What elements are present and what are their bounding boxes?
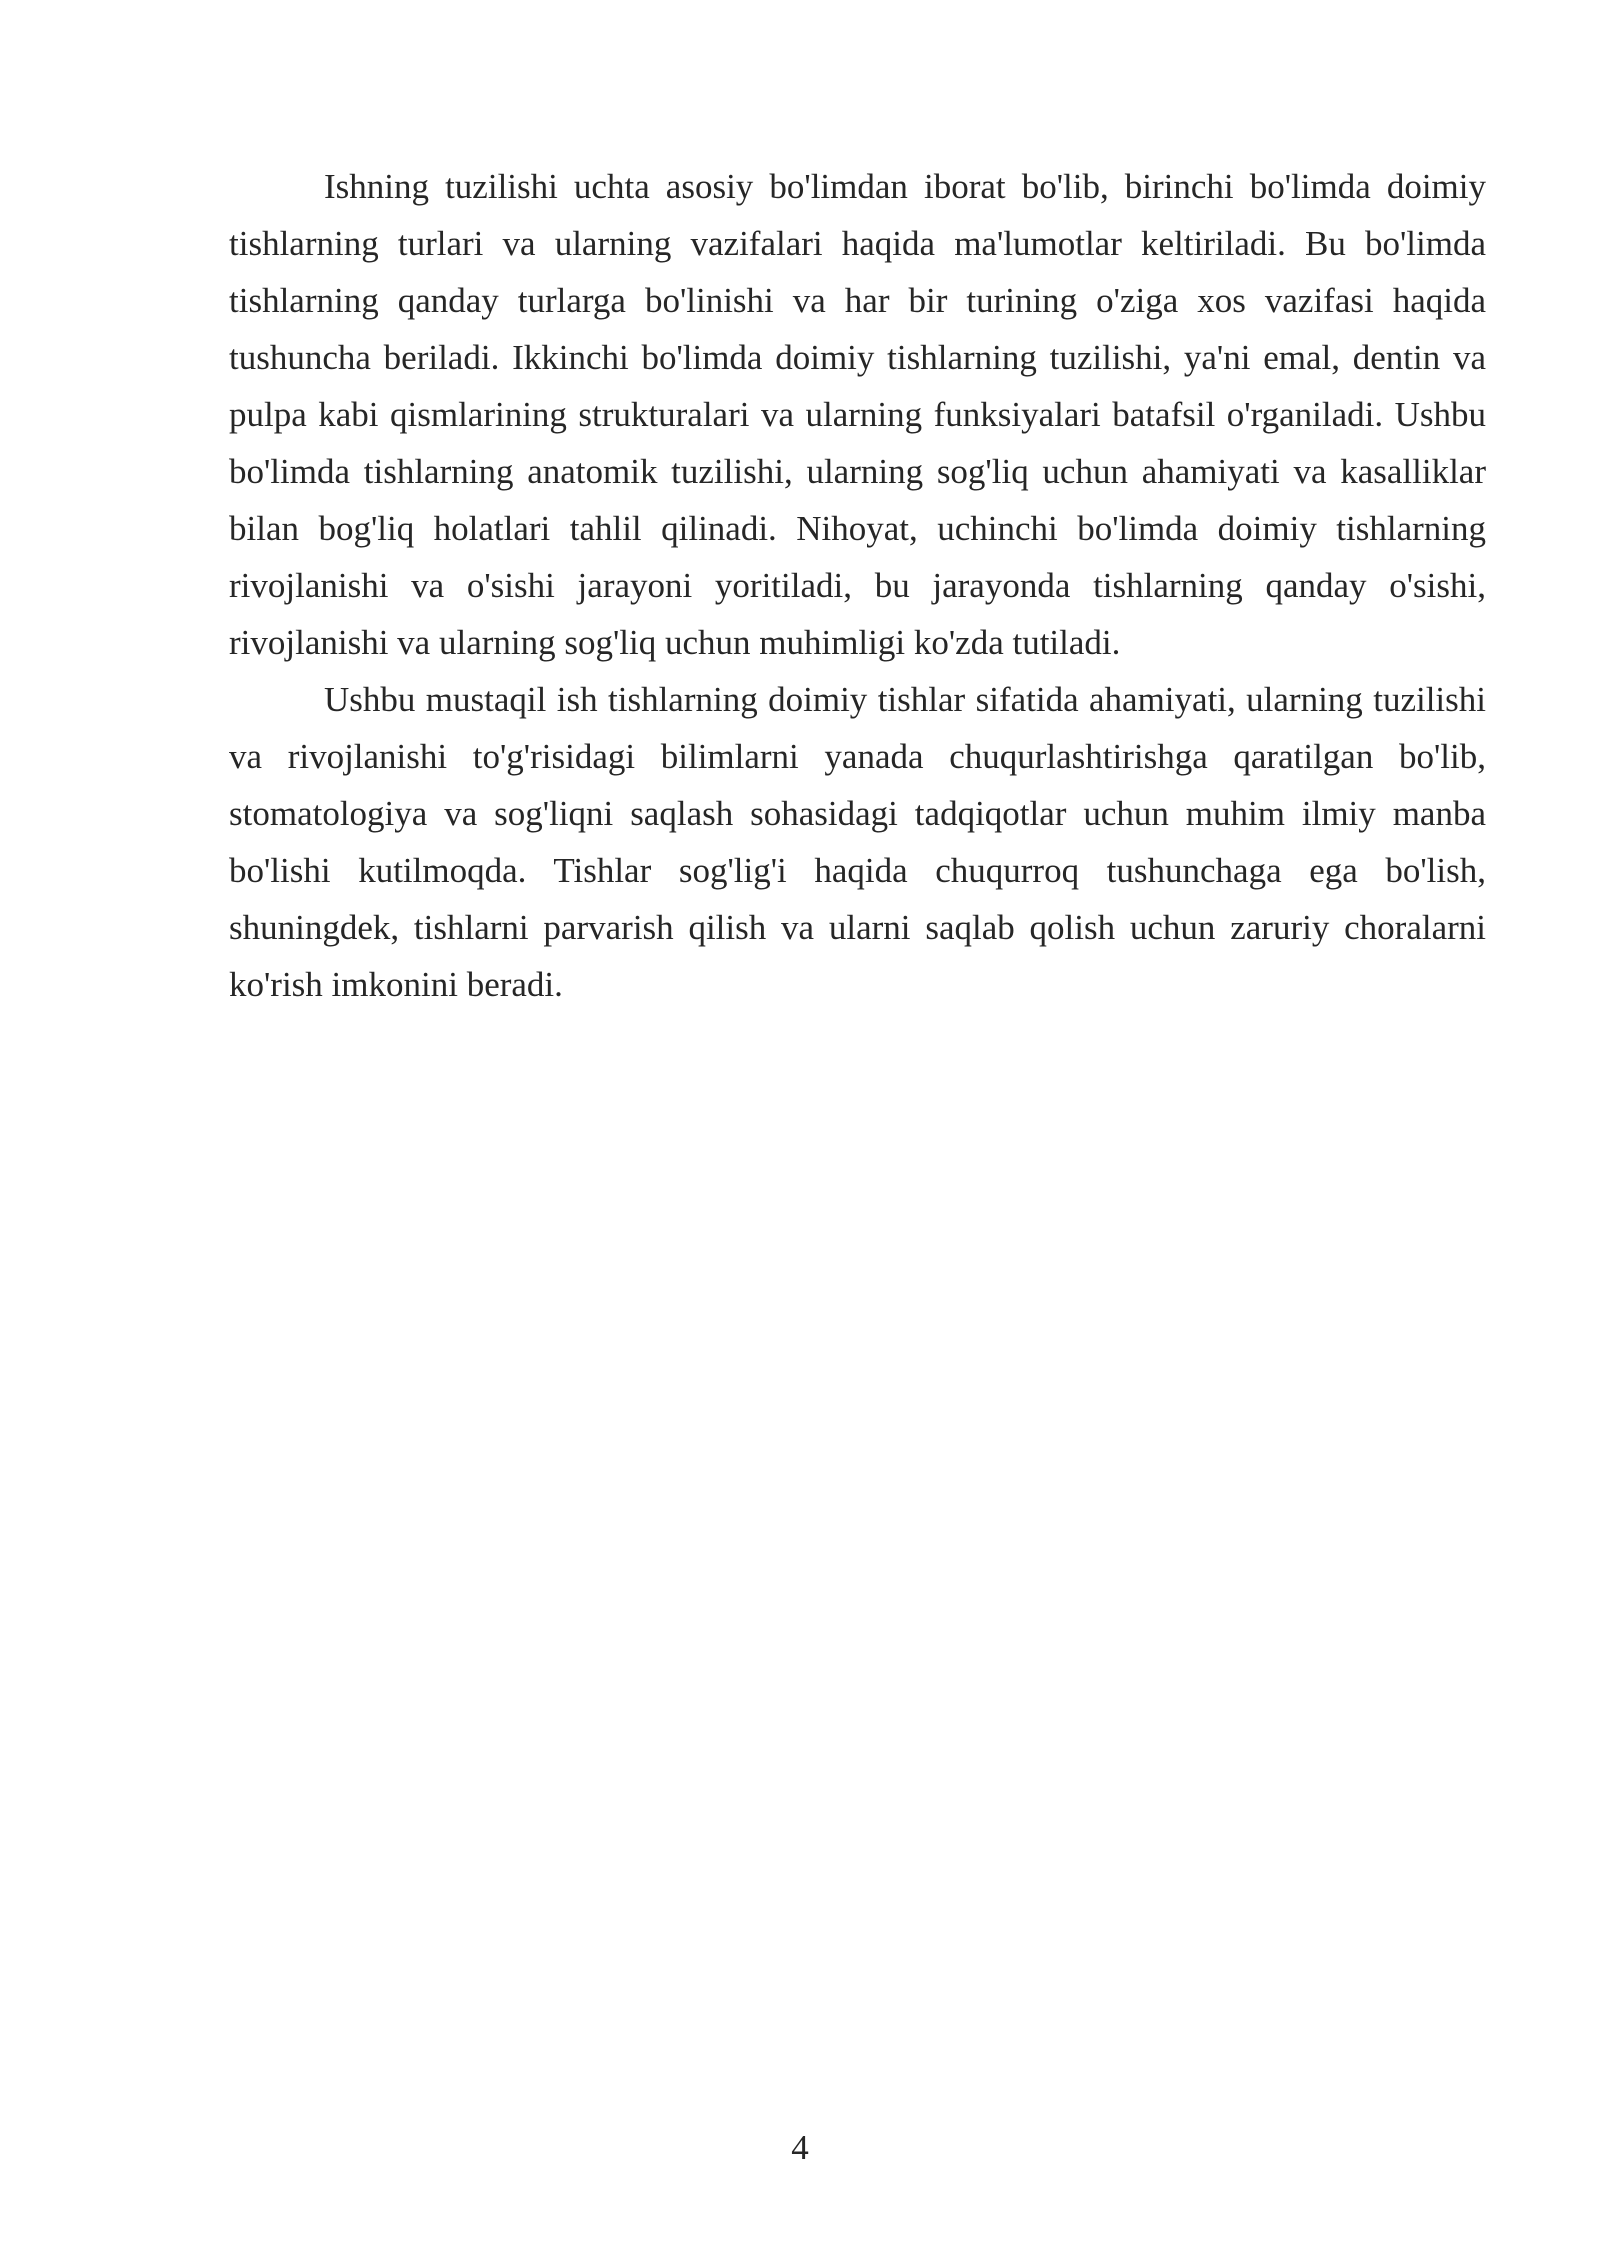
- document-body: [229, 158, 1486, 1013]
- paragraph-2: Ushbu mustaqil ish tishlarning doimiy tishlar sifatida ahamiyati, ularning tuzilishi va rivojlanishi to'g'risidagi bilimlarni yanada chuqurlashtirishga qaratilgan bo'lib, stomatologiya va sog'liqni saqlash sohasidagi tadqiqotlar uchun muhim ilmiy manba bo'lishi kutilmoqda. Tishlar sog'lig'i haqida chuqurroq tushunchaga ega bo'lish, shuningdek, tishlarni parvarish qilish va ularni saqlab qolish uchun zaruriy choralarni ko'rish imkonini beradi.: [229, 680, 1486, 1004]
- paragraph-1: Ishning tuzilishi uchta asosiy bo'limdan iborat bo'lib, birinchi bo'limda doimiy tishlarning turlari va ularning vazifalari haqida ma'lumotlar keltiriladi. Bu bo'limda tishlarning qanday turlarga bo'linishi va har bir turining o'ziga xos vazifasi haqida tushuncha beriladi. Ikkinchi bo'limda doimiy tishlarning tuzilishi, ya'ni emal, dentin va pulpa kabi qismlarining strukturalari va ularning funksiyalari batafsil o'rganiladi. Ushbu bo'limda tishlarning anatomik tuzilishi, ularning sog'liq uchun ahamiyati va kasalliklar bilan bog'liq holatlari tahlil qilinadi. Nihoyat, uchinchi bo'limda doimiy tishlarning rivojlanishi va o'sishi jarayoni yoritiladi, bu jarayonda tishlarning qanday o'sishi, rivojlanishi va ularning sog'liq uchun muhimligi ko'zda tutiladi.: [229, 167, 1486, 662]
- page-number: 4: [791, 2128, 809, 2167]
